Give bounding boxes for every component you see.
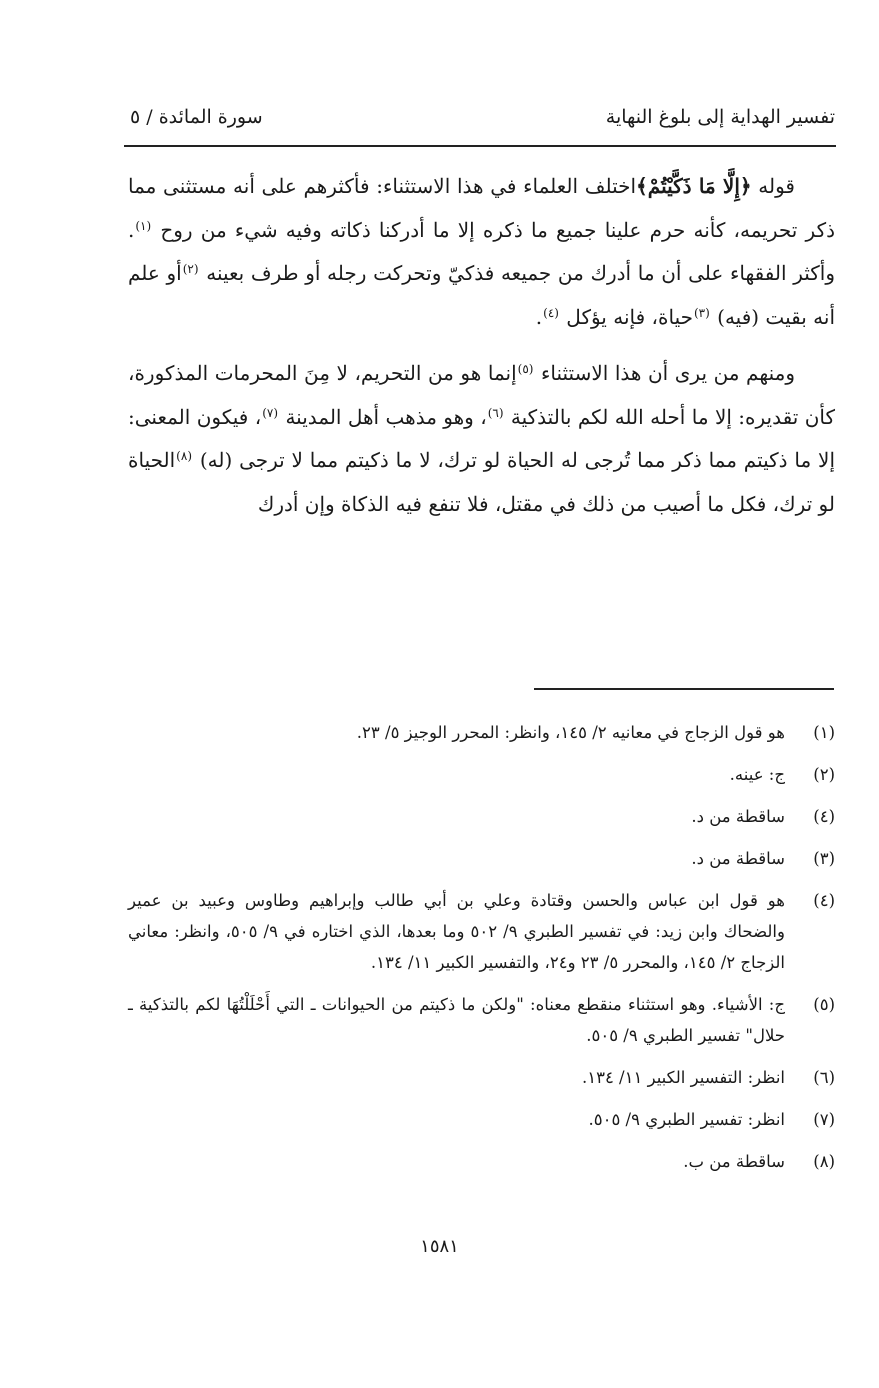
footnote-number: (١)	[813, 723, 835, 742]
footnote-number: (٧)	[813, 1110, 835, 1129]
footnote-text: هو قول ابن عباس والحسن وقتادة وعلي بن أبي طالب وإبراهيم وطاوس وعبيد بن عمير والضحاك وابن زيد: في تفسير الطبري ٩/ ٥٠٢ وما بعدها، الذي اختاره في ٩/ ٥٠٥، وانظر: معاني الزجاج ٢/ ١٤٥، والمحرر ٥/ ٢٣ و٢٤، والتفسير الكبير ١١/ ١٣٤.	[128, 891, 785, 972]
footnote-item	[128, 1146, 835, 1177]
footnote-ref-2[interactable]: (٢)	[182, 262, 199, 276]
footnote-number: (٤)	[813, 891, 835, 910]
footnote-text: ج: الأشياء. وهو استثناء منقطع معناه: "ولكن ما ذكيتم من الحيوانات ـ التي أَحْلَلْتُهَا لكم بالتذكية ـ حلال" تفسير الطبري ٩/ ٥٠٥.	[128, 995, 785, 1045]
footnote-item	[128, 1104, 835, 1135]
footnote-ref-4[interactable]: (٤)	[543, 305, 559, 320]
footnote-item	[128, 843, 835, 874]
footnote-number: (٤)	[813, 807, 835, 826]
footnote-ref-7[interactable]: (٧)	[262, 405, 279, 420]
footnote-number: (٢)	[813, 765, 835, 784]
footnote-text: ساقطة من ب.	[683, 1152, 785, 1171]
footnote-number: (٦)	[813, 1068, 835, 1087]
footnote-text: ساقطة من د.	[691, 807, 785, 826]
footnote-item	[128, 801, 835, 832]
quran-quote: ﴿إِلَّا مَا ذَكَّيْتُمْ﴾	[636, 174, 752, 198]
footnote-item	[128, 885, 835, 978]
footnote-text: ساقطة من د.	[691, 849, 785, 868]
footnote-number: (٣)	[813, 849, 835, 868]
paragraph-2: ومنهم من يرى أن هذا الاستثناء $^{(٥)}$إنما هو من التحريم، لا مِنَ المحرمات المذكورة، كأن تقديره: إلا ما أحله الله لكم بالتذكية $^{(٦)}$، وهو مذهب أهل المدينة $^{(٧)}$، فيكون المعنى: إلا ما ذكيتم مما ذكر مما تُرجى له الحياة لو ترك، لا ما ذكيتم مما لا ترجى (له) $^{(٨)}$الحياة لو ترك، فكل ما أصيب من ذلك في مقتل، فلا تنفع فيه الذكاة وإن أدرك	[128, 361, 835, 516]
page-number: ١٥٨١	[420, 1236, 459, 1257]
footnote-text: ج: عينه.	[729, 765, 785, 784]
footnote-ref-8[interactable]: (٨)	[176, 449, 192, 463]
footnote-ref-6[interactable]: (٦)	[487, 405, 504, 420]
footnote-number: (٨)	[813, 1152, 835, 1171]
footnote-text: انظر: تفسير الطبري ٩/ ٥٠٥.	[588, 1110, 785, 1129]
footnote-ref-5[interactable]: (٥)	[517, 362, 534, 376]
footnote-number: (٥)	[813, 995, 835, 1014]
footnotes	[128, 717, 835, 1188]
main-text	[128, 165, 835, 526]
footnote-ref-3[interactable]: (٣)	[693, 305, 710, 320]
footnote-item	[128, 759, 835, 790]
paragraph-1: قوله ﴿إِلَّا مَا ذَكَّيْتُمْ﴾اختلف العلماء في هذا الاستثناء: فأكثرهم على أنه مستثنى مما ذكر تحريمه، كأنه حرم علينا جميع ما ذكره إلا ما أدركنا ذكاته وفيه شيء من روح $^{(١)}$. وأكثر الفقهاء على أن ما أدرك من جميعه فذكيّ وتحركت رجله أو طرف بعينه $^{(٢)}$أو علم أنه بقيت (فيه) $^{(٣)}$حياة، فإنه يؤكل $^{(٤)}$.	[128, 174, 836, 329]
footnote-ref-1[interactable]: (١)	[135, 218, 152, 233]
footnote-text: هو قول الزجاج في معانيه ٢/ ١٤٥، وانظر: المحرر الوجيز ٥/ ٢٣.	[356, 723, 785, 742]
footnote-item	[128, 989, 835, 1051]
footnote-separator	[534, 688, 834, 690]
surah-label: سورة المائدة / ٥	[130, 106, 263, 128]
running-header	[130, 100, 835, 134]
book-title: تفسير الهداية إلى بلوغ النهاية	[605, 106, 835, 128]
footnote-text: انظر: التفسير الكبير ١١/ ١٣٤.	[581, 1068, 785, 1087]
footnote-item	[128, 1062, 835, 1093]
footnote-item	[128, 717, 835, 748]
header-rule	[124, 145, 836, 147]
